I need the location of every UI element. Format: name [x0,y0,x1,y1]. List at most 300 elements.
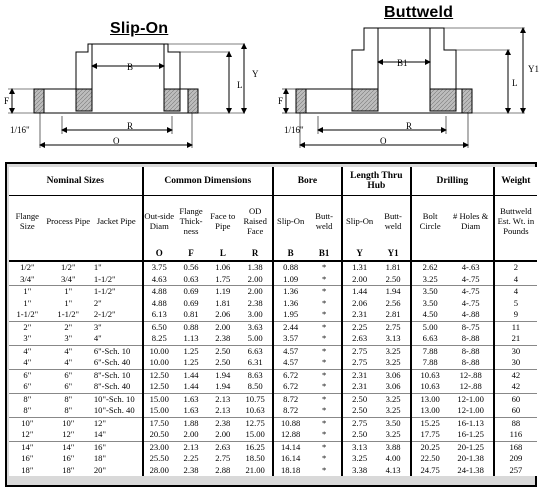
dim-f-label: F [4,96,10,106]
table-cell: 20-1.25 [449,441,494,453]
table-cell: 1.25 [175,345,207,357]
table-cell: 8-.75 [449,321,494,333]
table-cell: 1.09 [273,274,307,286]
table-row [9,309,537,321]
table-cell: 2.63 [207,441,238,453]
table-cell: * [321,405,327,416]
table-cell: 2 [494,261,537,274]
table-cell: 3.88 [376,441,410,453]
table-cell: 4" [46,345,91,357]
dim-raised-face-label: 1/16" [10,125,30,135]
table-cell: 1-1/2" [93,273,116,284]
table-cell: * [321,429,327,440]
table-cell: 2" [9,321,46,333]
table-cell: 8-.88 [461,333,480,344]
col-bore-slip-on: Slip-On [273,196,307,247]
table-cell: 21.00 [245,464,265,475]
table-cell: 1/2" [61,262,76,273]
table-cell: 1.81 [215,297,231,308]
table-cell: 14" [93,429,106,440]
table-cell: 12" [62,429,75,440]
table-cell: 2.63 [342,333,376,345]
table-cell: 6" [23,381,32,392]
table-cell: 1" [93,262,102,273]
table-cell: 8.63 [238,369,272,381]
table-cell: 12-1.00 [457,405,484,416]
table-cell: 20.50 [143,429,175,441]
table-cell: * [307,369,341,381]
table-cell: 12-1.00 [449,393,494,405]
table-cell: 8.50 [247,381,263,392]
table-cell: 2.44 [273,321,307,333]
table-cell: 2.38 [207,417,238,429]
table-cell: 1.25 [183,357,199,368]
table-cell: 3.57 [273,333,307,345]
table-cell: 8" [46,393,91,405]
table-cell: 14" [46,441,91,453]
table-cell: 1.94 [207,369,238,381]
table-cell: 5.00 [411,321,449,333]
letter-y1: Y1 [376,246,410,261]
table-cell: 2.00 [247,273,263,284]
table-cell: * [307,345,341,357]
table-cell: 2.75 [376,321,410,333]
table-cell: 6.72 [273,381,307,393]
table-cell: 14" [9,441,46,453]
dim-raised-face2-label: 1/16" [284,125,304,135]
table-cell: 3" [23,333,32,344]
table-cell: 16.14 [273,453,307,465]
table-cell: 3.38 [342,465,376,477]
table-cell: 17.50 [143,417,175,429]
table-cell: 12-.88 [459,381,482,392]
table-cell: 4.88 [143,298,175,310]
letter-b: B [273,246,307,261]
table-cell: 3.25 [376,393,410,405]
table-cell: * [321,273,327,284]
table-cell: 2.06 [215,309,231,320]
table-cell: 4" [9,345,46,357]
col-jacket-pipe: Jacket Pipe [96,216,136,226]
table-cell: 3.00 [247,309,263,320]
table-cell: 8-.88 [461,357,480,368]
table-cell: 4-.88 [461,309,480,320]
table-cell: 168 [494,441,537,453]
table-cell: * [321,297,327,308]
table-cell: 2.75 [215,453,231,464]
table-cell: 18" [93,453,106,464]
table-cell: 1-1/2" [57,309,80,320]
table-cell: 8" [9,393,46,405]
table-cell: 257 [494,465,537,477]
table-cell: 1" [9,286,46,298]
table-cell: 2-1/2" [93,309,116,320]
table-cell: 6" [46,369,91,381]
group-weight: Weight [494,167,537,196]
dim-l-label: L [237,80,243,90]
table-cell: 4" [64,357,73,368]
table-cell: 60 [494,393,537,405]
table-cell: 16.25 [238,441,272,453]
table-cell: 10.75 [238,393,272,405]
table-cell: 16-1.13 [449,417,494,429]
table-row [9,333,537,345]
table-cell: 18.18 [273,465,307,477]
table-cell: 3.25 [385,429,401,440]
table-cell: 4 [494,274,537,286]
table-cell: 7.88 [411,357,449,369]
table-cell: 2.50 [342,405,376,417]
table-cell: 2.13 [175,441,207,453]
table-cell: 24.75 [411,465,449,477]
table-cell: 1.13 [183,333,199,344]
table-cell: 16" [91,441,143,453]
table-cell: 2" [46,321,91,333]
table-cell: 3/4" [61,273,76,284]
table-cell: 1.94 [376,286,410,298]
table-row [9,417,537,429]
table-cell: 1/2" [20,262,35,273]
table-cell: * [307,393,341,405]
table-cell: * [321,309,327,320]
slip-on-title: Slip-On [110,20,169,37]
table-cell: 10.88 [273,417,307,429]
table-cell: 8.72 [273,393,307,405]
table-cell: 0.81 [183,309,199,320]
table-cell: 12" [91,417,143,429]
table-cell: 15.00 [245,429,265,440]
table-cell: 13.00 [411,393,449,405]
table-row [9,465,537,477]
letter-f: F [175,246,207,261]
table-cell: 4.57 [273,357,307,369]
table-cell: 1.44 [175,369,207,381]
table-cell: 21 [494,333,537,345]
col-bore-buttweld: Butt-weld [315,211,333,231]
col-outside-diam: Out-side Diam [143,196,175,247]
table-cell: 0.63 [183,273,199,284]
table-cell: 2.50 [207,345,238,357]
table-cell: 16" [21,453,34,464]
table-cell: 2.56 [385,297,401,308]
table-cell: 10.00 [143,357,175,369]
table-cell: 4-.75 [461,297,480,308]
table-cell: 6.72 [273,369,307,381]
table-cell: 10"-Sch. 40 [93,405,135,416]
table-cell: 42 [494,381,537,393]
table-cell: 7.88 [411,345,449,357]
col-od-raised-face: OD Raised Face [243,206,267,236]
table-cell: 9 [494,309,537,321]
group-bore: Bore [273,167,342,196]
table-cell: 2.38 [215,333,231,344]
col-holes-diam: # Holes & Diam [453,211,489,231]
table-cell: 3.13 [385,333,401,344]
table-cell: 4-.75 [449,286,494,298]
table-cell: 17.75 [411,429,449,441]
table-cell: 6.13 [143,309,175,321]
table-cell: 2.31 [342,381,376,393]
table-cell: 4.57 [273,345,307,357]
table-cell: 6.31 [247,357,263,368]
table-cell: 3.06 [385,381,401,392]
table-cell: 0.69 [175,286,207,298]
group-nominal-sizes: Nominal Sizes [9,167,143,196]
table-cell: 2.75 [342,417,376,429]
table-cell: 30 [494,357,537,369]
table-cell: 10.63 [245,405,265,416]
table-cell: 1.75 [215,273,231,284]
table-cell: 3.63 [238,321,272,333]
table-cell: 22.50 [411,453,449,465]
dim-b-label: B [127,62,134,72]
table-cell: 1" [46,286,91,298]
table-cell: 5.00 [247,333,263,344]
table-cell: 6.63 [238,345,272,357]
table-cell: 18" [21,464,34,475]
table-cell: * [321,333,327,344]
table-row [9,393,537,405]
group-common-dimensions: Common Dimensions [143,167,273,196]
table-cell: 5 [494,298,537,310]
table-cell: 4-.63 [461,262,480,273]
table-cell: 20.25 [411,441,449,453]
table-cell: 3.75 [143,261,175,274]
table-cell: 3.25 [411,274,449,286]
table-cell: 2.00 [238,286,272,298]
col-bolt-circle: Bolt Circle [411,196,449,247]
table-cell: 6"-Sch. 10 [91,345,143,357]
table-cell: 10.63 [411,369,449,381]
table-cell: 1.95 [273,309,307,321]
table-cell: 0.88 [175,321,207,333]
table-cell: 2.13 [207,393,238,405]
table-cell: 2.50 [215,357,231,368]
table-cell: 12-.88 [449,369,494,381]
table-cell: 2.38 [247,297,263,308]
table-cell: 4-.75 [461,273,480,284]
table-cell: 2.75 [342,345,376,357]
table-cell: 10.00 [143,345,175,357]
table-cell: 1.88 [175,417,207,429]
table-cell: 12.75 [238,417,272,429]
table-cell: 6.63 [411,333,449,345]
letter-l: L [207,246,238,261]
table-row [9,429,537,441]
table-cell: 1.44 [183,381,199,392]
dim-y1-label: Y1 [528,64,539,74]
table-cell: 8.25 [143,333,175,345]
table-cell: 2.62 [411,261,449,274]
table-cell: 1.36 [273,286,307,298]
table-cell: 2.75 [342,357,376,369]
table-cell: 3.06 [376,369,410,381]
table-cell: 1" [23,297,32,308]
table-row [9,345,537,357]
slip-on-drawing [8,44,245,148]
table-cell: 0.56 [183,262,199,273]
letter-o: O [143,246,175,261]
table-cell: 10" [9,417,46,429]
table-cell: 10.63 [411,381,449,393]
table-cell: 18.50 [245,453,265,464]
table-cell: 2.50 [385,273,401,284]
col-length-slip-on: Slip-On [342,196,376,247]
table-cell: 4.63 [143,274,175,286]
table-cell: 3" [91,321,143,333]
table-cell: 2" [93,297,102,308]
dim-f2-label: F [278,96,284,106]
table-cell: 2.88 [215,464,231,475]
table-body [9,261,537,476]
table-cell: 20-1.38 [457,453,484,464]
table-cell: 15.00 [143,405,175,417]
table-cell: 2.06 [342,298,376,310]
table-cell: 0.69 [183,297,199,308]
table-cell: 2.50 [342,429,376,441]
dimensions-table [9,167,537,476]
table-cell: 13.00 [411,405,449,417]
col-flange-thickness: Flange Thick-ness [179,206,203,236]
table-cell: 18" [62,464,75,475]
table-cell: 42 [494,369,537,381]
table-cell: 2.00 [342,274,376,286]
table-row [9,286,537,298]
table-cell: 1.94 [215,381,231,392]
table-cell: 3.13 [342,441,376,453]
table-cell: 28.00 [143,465,175,477]
table-cell: 6"-Sch. 40 [93,357,131,368]
table-cell: 10" [46,417,91,429]
table-cell: 1.06 [215,262,231,273]
table-row [9,381,537,393]
table-cell: 2.50 [342,393,376,405]
table-row [9,298,537,310]
table-cell: 8.72 [273,405,307,417]
table-cell: 2.81 [385,309,401,320]
table-cell: 3" [64,333,73,344]
table-cell: 12.50 [143,381,175,393]
col-flange-size: Flange Size [15,211,39,231]
table-cell: 2.25 [342,321,376,333]
table-cell: 1.81 [385,262,401,273]
table-cell: 1.44 [342,286,376,298]
table-cell: 11 [494,321,537,333]
table-cell: 12.88 [273,429,307,441]
table-cell: 15.00 [143,393,175,405]
col-weight: Buttweld Est. Wt. in Pounds [494,196,537,247]
table-cell: * [321,262,327,273]
table-cell: 8" [64,405,73,416]
table-cell: 4.50 [411,309,449,321]
dim-o2-label: O [380,136,387,146]
dim-y-label: Y [252,69,259,79]
letter-b1: B1 [307,246,341,261]
table-row [9,321,537,333]
table-cell: 4.88 [143,286,175,298]
table-cell: 6" [64,381,73,392]
table-cell: 3.25 [385,405,401,416]
dim-r2-label: R [406,121,413,131]
table-cell: * [321,381,327,392]
dim-o-label: O [113,136,120,146]
table-row [9,441,537,453]
table-cell: 1" [64,297,73,308]
table-row [9,405,537,417]
table-cell: 24-1.38 [457,464,484,475]
table-cell: 10"-Sch. 10 [91,393,143,405]
table-cell: 4.13 [385,464,401,475]
table-cell: 116 [494,429,537,441]
table-cell: 3.50 [411,286,449,298]
table-cell: 1.19 [207,286,238,298]
table-cell: 8"-Sch. 10 [91,369,143,381]
table-cell: * [307,321,341,333]
table-cell: 16-1.25 [457,429,484,440]
table-cell: 6.50 [143,321,175,333]
col-face-to-pipe: Face to Pipe [210,211,236,231]
table-cell: 14.14 [273,441,307,453]
table-cell: 3.50 [376,417,410,429]
table-cell: 4.00 [385,453,401,464]
table-row [9,274,537,286]
table-row [9,453,537,465]
table-cell: 2.00 [215,429,231,440]
letter-r: R [238,246,272,261]
table-cell: 209 [494,453,537,465]
table-cell: 60 [494,405,537,417]
table-cell: 1-1/2" [16,309,39,320]
table-cell: 3.25 [342,453,376,465]
table-cell: * [321,464,327,475]
buttweld-title: Buttweld [384,4,454,21]
table-row [9,261,537,274]
table-cell: * [307,286,341,298]
table-cell: 1.36 [273,298,307,310]
table-cell: 8"-Sch. 40 [93,381,131,392]
table-cell: 1-1/2" [91,286,143,298]
table-cell: 3.50 [411,298,449,310]
table-cell: 3/4" [20,273,35,284]
table-cell: * [321,357,327,368]
table-cell: 25.50 [143,453,175,465]
table-row [9,369,537,381]
table-cell: 12.50 [143,369,175,381]
group-length-thru-hub: Length Thru Hub [342,167,411,196]
table-cell: 2.31 [342,369,376,381]
table-cell: 8-.88 [449,345,494,357]
table-cell: 6" [9,369,46,381]
table-cell: 2.38 [183,464,199,475]
group-drilling: Drilling [411,167,494,196]
dim-b1-label: B1 [397,58,408,68]
table-cell: 88 [494,417,537,429]
table-cell: 8" [23,405,32,416]
table-cell: 4" [23,357,32,368]
table-cell: 4" [93,333,102,344]
col-length-buttweld: Butt-weld [384,211,402,231]
table-cell: 1.63 [183,405,199,416]
table-cell: 23.00 [143,441,175,453]
buttweld-drawing [282,28,525,148]
table-cell: * [307,441,341,453]
table-cell: 3.25 [376,345,410,357]
table-cell: 2.00 [183,429,199,440]
table-cell: 15.25 [411,417,449,429]
table-cell: 1.31 [342,261,376,274]
table-cell: 2.31 [342,309,376,321]
table-cell: 16" [62,453,75,464]
